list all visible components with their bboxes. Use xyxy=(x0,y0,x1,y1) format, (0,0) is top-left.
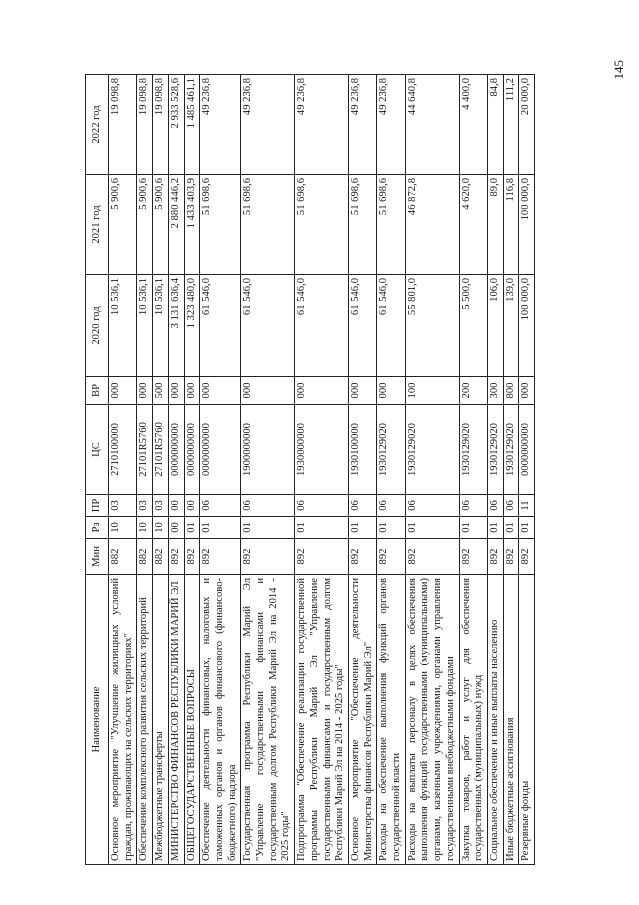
cell-rz: 01 xyxy=(184,517,200,539)
cell-cs: 27101R5760 xyxy=(137,405,153,495)
cell-name: Подпрограмма "Обеспечение реализации государственной программы Республики Марий Эл "Управление государственными финансами и государственным долгом Республики Марий Эл на 2014 - 2025 годы" xyxy=(295,575,349,865)
table-row xyxy=(459,75,487,865)
cell-cs: 1930129020 xyxy=(377,405,405,495)
cell-name: Обеспечение деятельности финансовых, налоговых и таможенных органов и органов финансового (финансово-бюджетного) надзора xyxy=(200,575,241,865)
cell-vr: 000 xyxy=(168,377,184,405)
cell-2020: 10 536,1 xyxy=(109,275,137,377)
cell-cs: 1930100000 xyxy=(348,405,376,495)
cell-min: 882 xyxy=(153,539,169,575)
cell-2020: 61 546,0 xyxy=(295,275,349,377)
page-number: 145 xyxy=(611,60,626,80)
cell-2021: 2 880 446,2 xyxy=(168,175,184,275)
table-body xyxy=(109,75,535,865)
table-row xyxy=(153,75,169,865)
table-row xyxy=(503,75,519,865)
cell-2020: 1 323 480,0 xyxy=(184,275,200,377)
cell-2021: 89,0 xyxy=(487,175,503,275)
cell-min: 892 xyxy=(348,539,376,575)
cell-name: Основное мероприятие "Улучшение жилищных условий граждан, проживающих на сельских территориях" xyxy=(109,575,137,865)
cell-rz: 01 xyxy=(519,517,535,539)
cell-2022: 49 236,8 xyxy=(295,75,349,175)
cell-2022: 19 098,8 xyxy=(109,75,137,175)
cell-vr: 000 xyxy=(295,377,349,405)
cell-name: Иные бюджетные ассигнования xyxy=(503,575,519,865)
cell-vr: 000 xyxy=(184,377,200,405)
cell-2022: 49 236,8 xyxy=(377,75,405,175)
cell-2022: 19 098,8 xyxy=(137,75,153,175)
cell-pr: 06 xyxy=(348,495,376,517)
table-row xyxy=(487,75,503,865)
col-header-2022: 2022 год xyxy=(86,75,109,175)
cell-2022: 49 236,8 xyxy=(348,75,376,175)
table-row xyxy=(184,75,200,865)
cell-2020: 10 536,1 xyxy=(153,275,169,377)
table-row xyxy=(405,75,459,865)
cell-pr: 06 xyxy=(405,495,459,517)
col-header-2021: 2021 год xyxy=(86,175,109,275)
cell-name: Межбюджетные трансферты xyxy=(153,575,169,865)
cell-2020: 55 801,0 xyxy=(405,275,459,377)
cell-rz: 01 xyxy=(459,517,487,539)
cell-2020: 139,0 xyxy=(503,275,519,377)
cell-name: Расходы на выплаты персоналу в целях обеспечения выполнения функций государственными (муниципальными) органами, казенными учреждениями, органами управления государственными внебюджетными фондами xyxy=(405,575,459,865)
cell-vr: 000 xyxy=(137,377,153,405)
cell-min: 892 xyxy=(459,539,487,575)
cell-name: Государственная программа Республики Марий Эл "Управление государственными финансами и государственным долгом Республики Марий Эл на 2014 - 2025 годы" xyxy=(241,575,295,865)
cell-name: МИНИСТЕРСТВО ФИНАНСОВ РЕСПУБЛИКИ МАРИЙ ЭЛ xyxy=(168,575,184,865)
col-header-2020: 2020 год xyxy=(86,275,109,377)
cell-pr: 11 xyxy=(519,495,535,517)
cell-min: 892 xyxy=(487,539,503,575)
cell-pr: 03 xyxy=(153,495,169,517)
cell-2020: 10 536,1 xyxy=(137,275,153,377)
cell-vr: 800 xyxy=(503,377,519,405)
table-row xyxy=(168,75,184,865)
cell-rz: 01 xyxy=(377,517,405,539)
cell-cs: 1930129020 xyxy=(503,405,519,495)
table-row xyxy=(109,75,137,865)
cell-cs: 1900000000 xyxy=(241,405,295,495)
cell-name: Расходы на обеспечение выполнения функций органов государственной власти xyxy=(377,575,405,865)
cell-pr: 06 xyxy=(487,495,503,517)
cell-pr: 06 xyxy=(503,495,519,517)
cell-rz: 10 xyxy=(109,517,137,539)
cell-pr: 06 xyxy=(459,495,487,517)
cell-min: 892 xyxy=(200,539,241,575)
cell-2022: 19 098,8 xyxy=(153,75,169,175)
cell-2021: 51 698,6 xyxy=(295,175,349,275)
cell-rz: 01 xyxy=(487,517,503,539)
cell-2021: 51 698,6 xyxy=(200,175,241,275)
cell-min: 882 xyxy=(137,539,153,575)
table-header-row xyxy=(86,75,109,865)
cell-name: Резервные фонды xyxy=(519,575,535,865)
cell-pr: 00 xyxy=(184,495,200,517)
table-row xyxy=(377,75,405,865)
cell-vr: 000 xyxy=(241,377,295,405)
cell-cs: 1930129020 xyxy=(405,405,459,495)
cell-rz: 01 xyxy=(348,517,376,539)
col-header-cs: ЦС xyxy=(86,405,109,495)
table-row xyxy=(348,75,376,865)
table-row xyxy=(137,75,153,865)
cell-2021: 5 900,6 xyxy=(109,175,137,275)
cell-cs: 27101R5760 xyxy=(153,405,169,495)
cell-pr: 06 xyxy=(200,495,241,517)
cell-vr: 000 xyxy=(109,377,137,405)
cell-2022: 84,8 xyxy=(487,75,503,175)
cell-rz: 01 xyxy=(200,517,241,539)
col-header-pr: ПР xyxy=(86,495,109,517)
cell-2021: 4 620,0 xyxy=(459,175,487,275)
col-header-name: Наименование xyxy=(86,575,109,865)
table-row xyxy=(241,75,295,865)
cell-2020: 61 546,0 xyxy=(241,275,295,377)
cell-pr: 06 xyxy=(295,495,349,517)
cell-cs: 0000000000 xyxy=(184,405,200,495)
budget-table xyxy=(85,74,535,865)
cell-rz: 10 xyxy=(137,517,153,539)
cell-2020: 106,0 xyxy=(487,275,503,377)
cell-2020: 5 500,0 xyxy=(459,275,487,377)
cell-2021: 116,8 xyxy=(503,175,519,275)
cell-vr: 000 xyxy=(348,377,376,405)
cell-vr: 000 xyxy=(377,377,405,405)
cell-min: 892 xyxy=(241,539,295,575)
cell-min: 892 xyxy=(405,539,459,575)
cell-min: 892 xyxy=(184,539,200,575)
cell-rz: 01 xyxy=(241,517,295,539)
cell-cs: 1930129020 xyxy=(459,405,487,495)
cell-2022: 4 400,0 xyxy=(459,75,487,175)
cell-name: Основное мероприятие "Обеспечение деятельности Министерства финансов Республики Марий Эл" xyxy=(348,575,376,865)
cell-rz: 10 xyxy=(153,517,169,539)
cell-min: 892 xyxy=(503,539,519,575)
cell-pr: 03 xyxy=(137,495,153,517)
rotated-table-container xyxy=(85,75,605,865)
cell-cs: 0000000000 xyxy=(200,405,241,495)
table-row xyxy=(200,75,241,865)
cell-rz: 01 xyxy=(503,517,519,539)
cell-vr: 100 xyxy=(405,377,459,405)
table-row xyxy=(519,75,535,865)
cell-2022: 44 640,8 xyxy=(405,75,459,175)
cell-vr: 000 xyxy=(519,377,535,405)
cell-cs: 0000000000 xyxy=(519,405,535,495)
cell-2022: 111,2 xyxy=(503,75,519,175)
cell-min: 892 xyxy=(168,539,184,575)
cell-2020: 100 000,0 xyxy=(519,275,535,377)
cell-2020: 3 131 636,4 xyxy=(168,275,184,377)
col-header-rz: Рз xyxy=(86,517,109,539)
cell-2022: 20 000,0 xyxy=(519,75,535,175)
table-row xyxy=(295,75,349,865)
cell-2022: 49 236,8 xyxy=(200,75,241,175)
cell-vr: 500 xyxy=(153,377,169,405)
cell-min: 892 xyxy=(377,539,405,575)
cell-min: 892 xyxy=(519,539,535,575)
cell-pr: 06 xyxy=(377,495,405,517)
cell-2021: 100 000,0 xyxy=(519,175,535,275)
cell-pr: 00 xyxy=(168,495,184,517)
cell-2020: 61 546,0 xyxy=(348,275,376,377)
cell-2022: 2 933 528,6 xyxy=(168,75,184,175)
cell-2022: 1 485 461,1 xyxy=(184,75,200,175)
col-header-min: Мин xyxy=(86,539,109,575)
cell-name: Обеспечение комплексного развития сельских территорий xyxy=(137,575,153,865)
cell-2021: 51 698,6 xyxy=(377,175,405,275)
cell-2021: 5 900,6 xyxy=(137,175,153,275)
cell-cs: 0000000000 xyxy=(168,405,184,495)
cell-vr: 200 xyxy=(459,377,487,405)
cell-name: Закупка товаров, работ и услуг для обеспечения государственных (муниципальных) нужд xyxy=(459,575,487,865)
cell-min: 892 xyxy=(295,539,349,575)
cell-2021: 51 698,6 xyxy=(241,175,295,275)
cell-min: 882 xyxy=(109,539,137,575)
cell-cs: 1930129020 xyxy=(487,405,503,495)
cell-rz: 01 xyxy=(405,517,459,539)
cell-2022: 49 236,8 xyxy=(241,75,295,175)
cell-name: ОБЩЕГОСУДАРСТВЕННЫЕ ВОПРОСЫ xyxy=(184,575,200,865)
cell-pr: 03 xyxy=(109,495,137,517)
cell-rz: 01 xyxy=(295,517,349,539)
cell-cs: 1930000000 xyxy=(295,405,349,495)
cell-pr: 06 xyxy=(241,495,295,517)
cell-2020: 61 546,0 xyxy=(200,275,241,377)
col-header-vr: ВР xyxy=(86,377,109,405)
cell-cs: 2710100000 xyxy=(109,405,137,495)
cell-vr: 300 xyxy=(487,377,503,405)
cell-name: Социальное обеспечение и иные выплаты населению xyxy=(487,575,503,865)
cell-2021: 46 872,8 xyxy=(405,175,459,275)
cell-vr: 000 xyxy=(200,377,241,405)
cell-2021: 51 698,6 xyxy=(348,175,376,275)
cell-2021: 1 433 403,9 xyxy=(184,175,200,275)
cell-2021: 5 900,6 xyxy=(153,175,169,275)
cell-2020: 61 546,0 xyxy=(377,275,405,377)
cell-rz: 00 xyxy=(168,517,184,539)
